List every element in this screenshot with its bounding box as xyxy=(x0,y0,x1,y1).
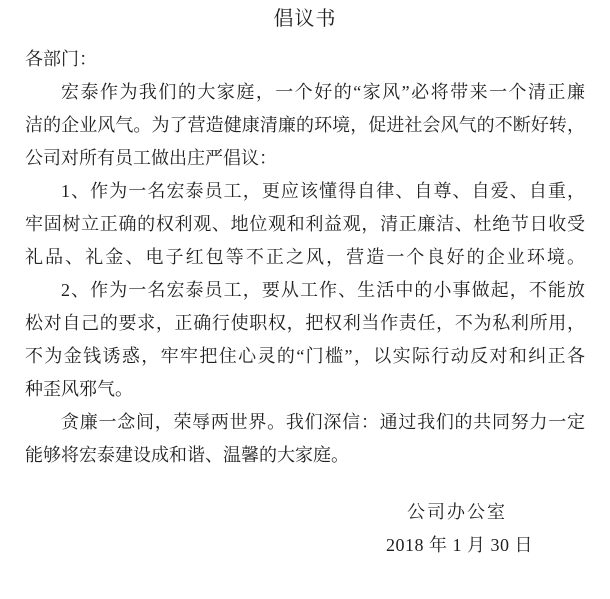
paragraph-3-line-3: 不为金钱诱惑，牢牢把住心灵的“门槛”，以实际行动反对和纠正各 xyxy=(25,346,585,366)
paragraph-3-line-2: 松对自己的要求，正确行使职权，把权利当作责任，不为私利所用， xyxy=(25,313,585,333)
paragraph-3-line-4: 种歪风邪气。 xyxy=(25,379,133,399)
salutation: 各部门： xyxy=(25,49,97,69)
paragraph-4-line-1: 贪廉一念间，荣辱两世界。我们深信：通过我们的共同努力一定 xyxy=(61,412,585,432)
document-title: 倡议书 xyxy=(273,8,337,30)
date: 2018 年 1 月 30 日 xyxy=(386,535,533,555)
paragraph-1-line-2: 洁的企业风气。为了营造健康清廉的环境，促进社会风气的不断好转， xyxy=(25,115,585,135)
paragraph-2-line-1: 1、作为一名宏泰员工，更应该懂得自律、自尊、自爱、自重， xyxy=(61,181,585,201)
paragraph-2-line-2: 牢固树立正确的权利观、地位观和利益观，清正廉洁、杜绝节日收受 xyxy=(25,214,585,234)
signature-block xyxy=(25,496,585,562)
paragraph-3-line-1: 2、作为一名宏泰员工，要从工作、生活中的小事做起，不能放 xyxy=(61,280,585,300)
paragraph-2-line-3: 礼品、礼金、电子红包等不正之风，营造一个良好的企业环境。 xyxy=(25,247,585,267)
paragraph-4-line-2: 能够将宏泰建设成和谐、温馨的大家庭。 xyxy=(25,445,349,465)
paragraph-1-line-3: 公司对所有员工做出庄严倡议： xyxy=(25,148,277,168)
document-body xyxy=(25,43,585,562)
signature: 公司办公室 xyxy=(407,502,507,522)
paragraph-1-line-1: 宏泰作为我们的大家庭，一个好的“家风”必将带来一个清正廉 xyxy=(61,82,585,102)
